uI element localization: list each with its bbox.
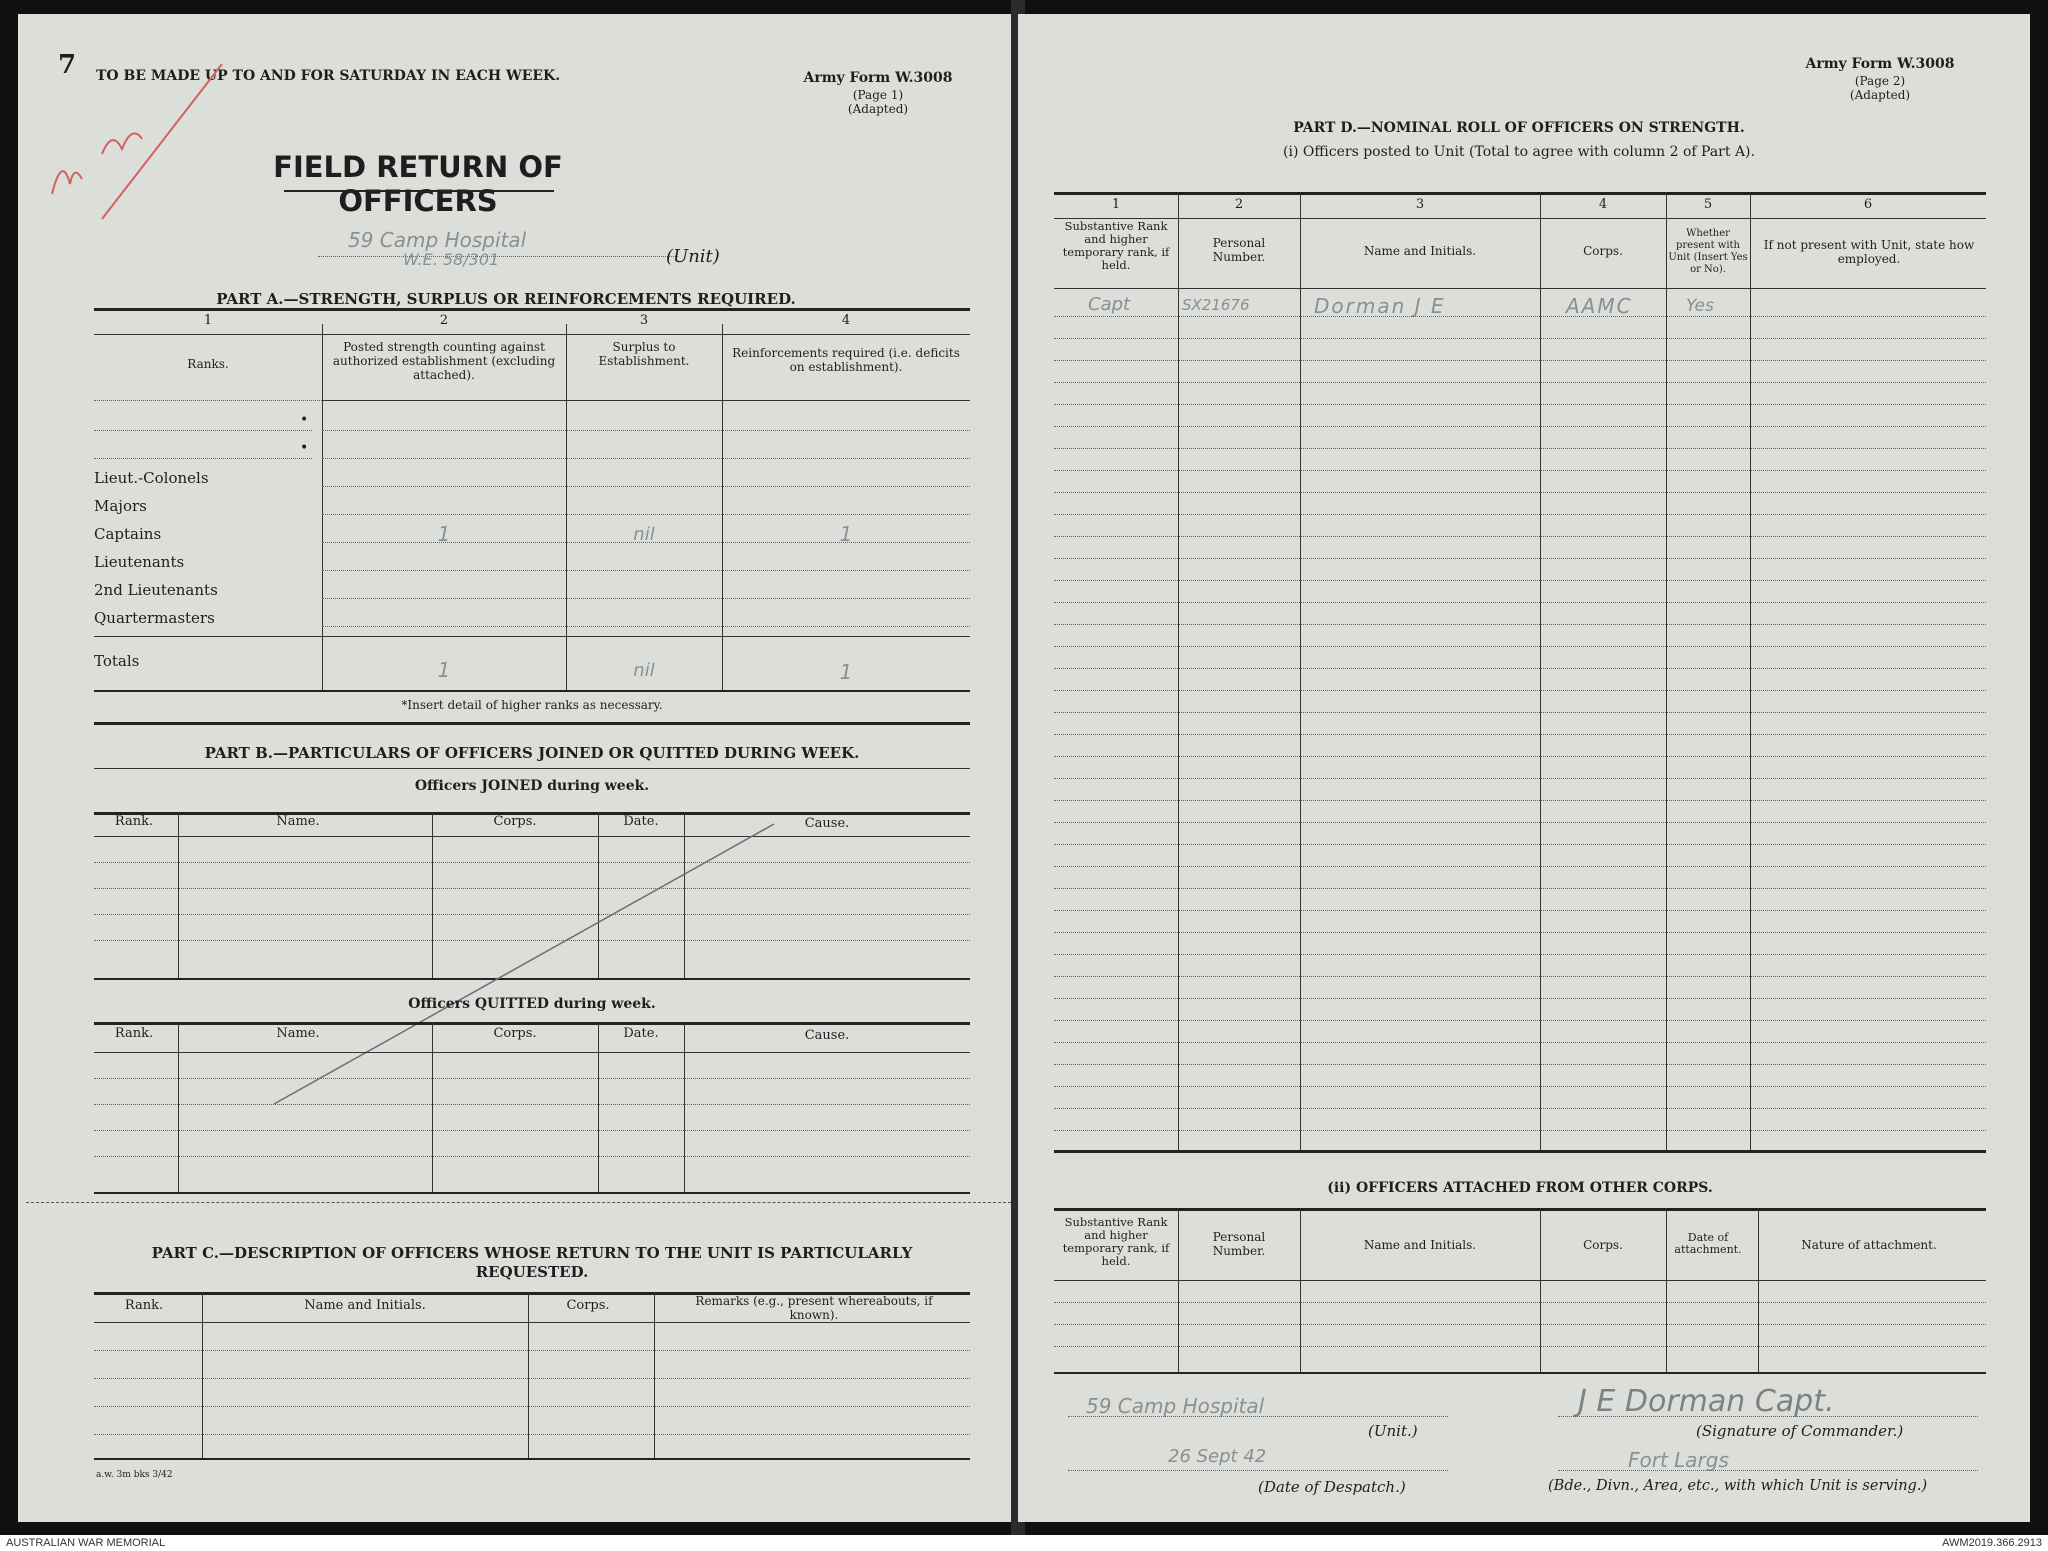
quitted-title: Officers QUITTED during week.: [408, 996, 656, 1012]
part-a-header-posted: Posted strength counting against authorized establishment (excluding attached).: [332, 340, 556, 382]
part-c-header-rule: [94, 1322, 970, 1323]
rank-quartermasters: Quartermasters: [94, 609, 215, 627]
footer-signature-line: [1558, 1416, 1978, 1417]
roll-ruled-line: [1054, 316, 1986, 317]
attached-header-personal-number: Personal Number.: [1212, 1230, 1266, 1258]
part-a-footer-rule: [94, 722, 970, 725]
part-a-col-4-number: 4: [841, 313, 851, 328]
corner-number: 7: [58, 50, 77, 80]
roll-ruled-line: [1054, 1064, 1986, 1065]
joined-header-cause: Cause.: [804, 816, 850, 831]
part-c-bottom-rule: [94, 1458, 970, 1460]
entry-personal-number: SX21676: [1182, 296, 1250, 314]
diagonal-strike-line: [94, 814, 970, 1114]
part-c-title: PART C.—DESCRIPTION OF OFFICERS WHOSE RETURN TO THE UNIT IS PARTICULARLY REQUESTED.: [151, 1244, 913, 1281]
asterisk-1: •: [300, 412, 309, 428]
part-d-col-6-number: 6: [1863, 197, 1873, 212]
part-d-col-5-number: 5: [1703, 197, 1713, 212]
part-d-header-name: Name and Initials.: [1363, 244, 1477, 258]
footer-area-line: [1558, 1470, 1978, 1471]
quitted-vline-3: [598, 1022, 599, 1194]
part-c-row-line-4: [94, 1434, 970, 1435]
entry-name: Dorman J E: [1314, 294, 1446, 318]
footer-unit-handwritten: 59 Camp Hospital: [1086, 1394, 1265, 1418]
footer-date-line: [1068, 1470, 1448, 1471]
quitted-vline-2: [432, 1022, 433, 1194]
part-c-header-name: Name and Initials.: [304, 1298, 426, 1313]
footer-area-label: (Bde., Divn., Area, etc., with which Unit is serving.): [1548, 1478, 1928, 1494]
form-id-page2: Army Form W.3008: [1805, 56, 1955, 72]
part-b-title: PART B.—PARTICULARS OF OFFICERS JOINED OR QUITTED DURING WEEK.: [204, 744, 860, 762]
roll-ruled-line: [1054, 602, 1986, 603]
part-d-col-3-number: 3: [1415, 197, 1425, 212]
attached-header-rank: Substantive Rank and higher temporary rank, if held.: [1062, 1215, 1170, 1268]
joined-header-date: Date.: [623, 814, 659, 829]
part-d-number-rule: [1054, 218, 1986, 219]
quitted-header-cause: Cause.: [804, 1028, 850, 1043]
attached-header-nature: Nature of attachment.: [1801, 1238, 1937, 1252]
joined-header-rank: Rank.: [114, 814, 154, 829]
part-a-header-dotted: [94, 400, 322, 401]
roll-ruled-line: [1054, 580, 1986, 581]
totals-surplus: nil: [633, 660, 655, 681]
roll-ruled-line: [1054, 338, 1986, 339]
quitted-top-rule: [94, 1022, 970, 1025]
asterisk-2: •: [300, 440, 309, 456]
attached-header-name: Name and Initials.: [1363, 1238, 1477, 1252]
right-page: [1018, 14, 2030, 1522]
roll-ruled-line: [1054, 976, 1986, 977]
part-a-row-line-2: [322, 458, 970, 459]
attached-row-line-3: [1054, 1346, 1986, 1347]
form-id: Army Form W.3008: [803, 70, 953, 86]
part-a-col-1-number: 1: [203, 313, 213, 328]
totals-reinforcements: 1: [839, 660, 853, 684]
joined-header-corps: Corps.: [493, 814, 537, 829]
part-d-col-1-number: 1: [1111, 197, 1121, 212]
form-page2: (Page 2): [1854, 74, 1906, 88]
roll-ruled-line: [1054, 822, 1986, 823]
attached-vline-2: [1300, 1208, 1301, 1374]
part-c-header-remarks: Remarks (e.g., present whereabouts, if known).: [695, 1294, 933, 1322]
part-d-header-rank: Substantive Rank and higher temporary rank, if held.: [1062, 219, 1170, 272]
part-a-totals-rule: [94, 636, 970, 637]
quitted-header-name: Name.: [276, 1026, 320, 1041]
part-d-top-rule: [1054, 192, 1986, 195]
part-a-top-rule: [94, 308, 970, 311]
roll-ruled-line: [1054, 668, 1986, 669]
part-a-number-rule: [94, 334, 970, 335]
roll-ruled-line: [1054, 624, 1986, 625]
unit-handwritten: 59 Camp Hospital: [348, 228, 527, 252]
roll-ruled-line: [1054, 382, 1986, 383]
part-a-col-2-number: 2: [439, 313, 449, 328]
footer-signature-label: (Signature of Commander.): [1696, 1422, 1904, 1440]
roll-ruled-line: [1054, 536, 1986, 537]
attached-top-rule: [1054, 1208, 1986, 1211]
roll-ruled-line: [1054, 734, 1986, 735]
entry-present: Yes: [1686, 296, 1714, 316]
quitted-header-date: Date.: [623, 1026, 659, 1041]
attached-header-rule: [1054, 1280, 1986, 1281]
joined-header-name: Name.: [276, 814, 320, 829]
quitted-row-line-4: [94, 1156, 970, 1157]
archive-name: AUSTRALIAN WAR MEMORIAL: [6, 1537, 166, 1549]
attached-bottom-rule: [1054, 1372, 1986, 1374]
part-d-title: PART D.—NOMINAL ROLL OF OFFICERS ON STRENGTH.: [1293, 120, 1745, 136]
roll-ruled-line: [1054, 360, 1986, 361]
form-adapted-page2: (Adapted): [1849, 88, 1911, 102]
attached-header-date: Date of attachment.: [1674, 1231, 1742, 1256]
unit-handwritten-2: W.E. 58/301: [403, 250, 500, 269]
roll-ruled-line: [1054, 910, 1986, 911]
part-d-header-employed: If not present with Unit, state how employed.: [1763, 238, 1975, 266]
left-page: [18, 14, 1018, 1522]
roll-ruled-line: [1054, 404, 1986, 405]
rank-blank-line-2: [94, 458, 312, 459]
roll-ruled-line: [1054, 712, 1986, 713]
part-a-row-line-8: [322, 626, 970, 627]
captains-posted: 1: [437, 522, 451, 546]
quitted-row-line-2: [94, 1104, 970, 1105]
part-a-footnote: *Insert detail of higher ranks as necessary.: [401, 698, 663, 712]
rank-lieutenants: Lieutenants: [94, 553, 185, 571]
footer-date-label: (Date of Despatch.): [1258, 1478, 1406, 1496]
rank-majors: Majors: [94, 497, 147, 515]
roll-ruled-line: [1054, 954, 1986, 955]
part-c-header-rank: Rank.: [124, 1298, 164, 1313]
part-a-bottom-rule: [94, 690, 970, 692]
entry-corps: AAMC: [1566, 294, 1633, 318]
roll-ruled-line: [1054, 426, 1986, 427]
red-margin-annotation: [42, 44, 262, 264]
part-c-row-line-2: [94, 1378, 970, 1379]
print-code: a.w. 3m bks 3/42: [96, 1470, 173, 1480]
part-d-vline-1: [1178, 192, 1179, 1152]
roll-ruled-line: [1054, 866, 1986, 867]
roll-ruled-line: [1054, 844, 1986, 845]
footer-unit-line: [1068, 1416, 1448, 1417]
rank-lieut-colonels: Lieut.-Colonels: [94, 469, 209, 487]
roll-ruled-line: [1054, 932, 1986, 933]
quitted-bottom-rule: [94, 1192, 970, 1194]
part-c-header-corps: Corps.: [566, 1298, 610, 1313]
roll-ruled-line: [1054, 1020, 1986, 1021]
instruction-text: TO BE MADE UP TO AND FOR SATURDAY IN EACH WEEK.: [96, 68, 561, 84]
title-underline: [284, 190, 554, 192]
roll-ruled-line: [1054, 492, 1986, 493]
attached-vline-5: [1758, 1208, 1759, 1374]
form-page: (Page 1): [852, 88, 904, 102]
quitted-row-line-1: [94, 1078, 970, 1079]
part-a-header-rule: [322, 400, 970, 401]
part-a-row-line-3: [322, 486, 970, 487]
quitted-header-corps: Corps.: [493, 1026, 537, 1041]
roll-ruled-line: [1054, 888, 1986, 889]
footer-unit-label: (Unit.): [1368, 1422, 1418, 1440]
part-d-bottom-rule: [1054, 1150, 1986, 1153]
attached-vline-1: [1178, 1208, 1179, 1374]
unit-dotted-line: [318, 256, 678, 257]
rank-blank-line-1: [94, 430, 312, 431]
attached-vline-3: [1540, 1208, 1541, 1374]
attached-row-line-1: [1054, 1302, 1986, 1303]
footer-area-handwritten: Fort Largs: [1628, 1448, 1729, 1472]
captains-reinforcements: 1: [839, 522, 853, 546]
footer-date-handwritten: 26 Sept 42: [1168, 1446, 1267, 1467]
roll-ruled-line: [1054, 1086, 1986, 1087]
quitted-header-rule: [94, 1052, 970, 1053]
part-a-header-ranks: Ranks.: [187, 357, 229, 371]
roll-ruled-line: [1054, 1130, 1986, 1131]
unit-label: (Unit): [666, 246, 720, 267]
part-d-vline-3: [1540, 192, 1541, 1152]
part-d-header-corps: Corps.: [1583, 244, 1623, 258]
part-a-row-line-1: [322, 430, 970, 431]
part-a-row-line-7: [322, 598, 970, 599]
part-d-col-2-number: 2: [1234, 197, 1244, 212]
roll-ruled-line: [1054, 470, 1986, 471]
roll-ruled-line: [1054, 1042, 1986, 1043]
roll-ruled-line: [1054, 800, 1986, 801]
archive-footer: [0, 1535, 2048, 1551]
part-c-row-line-1: [94, 1350, 970, 1351]
attached-header-corps: Corps.: [1583, 1238, 1623, 1252]
part-d-header-rule: [1054, 288, 1986, 289]
totals-label: Totals: [94, 652, 140, 670]
part-d-vline-5: [1750, 192, 1751, 1152]
part-a-header-surplus: Surplus to Establishment.: [598, 340, 690, 368]
entry-rank: Capt: [1088, 294, 1131, 315]
attached-vline-4: [1666, 1208, 1667, 1374]
rank-captains: Captains: [94, 525, 162, 543]
rank-2nd-lieutenants: 2nd Lieutenants: [94, 581, 218, 599]
part-c-row-line-3: [94, 1406, 970, 1407]
roll-ruled-line: [1054, 558, 1986, 559]
part-b-title-rule: [94, 768, 970, 769]
quitted-row-line-3: [94, 1130, 970, 1131]
roll-ruled-line: [1054, 756, 1986, 757]
archive-reference: AWM2019.366.2913: [1942, 1537, 2042, 1549]
part-d-col-4-number: 4: [1598, 197, 1608, 212]
roll-ruled-line: [1054, 778, 1986, 779]
part-a-row-line-6: [322, 570, 970, 571]
roll-ruled-line: [1054, 514, 1986, 515]
roll-ruled-line: [1054, 690, 1986, 691]
roll-ruled-line: [1054, 646, 1986, 647]
quitted-vline-4: [684, 1022, 685, 1194]
part-a-title: PART A.—STRENGTH, SURPLUS OR REINFORCEMENTS REQUIRED.: [216, 290, 796, 308]
joined-title: Officers JOINED during week.: [414, 778, 650, 794]
footer-signature: J E Dorman Capt.: [1578, 1384, 1835, 1419]
perforation-line: [26, 1202, 1016, 1203]
part-d-header-personal-number: Personal Number.: [1212, 236, 1266, 264]
page-title: FIELD RETURN OF OFFICERS: [273, 150, 563, 218]
roll-ruled-line: [1054, 998, 1986, 999]
part-d-vline-4: [1666, 192, 1667, 1152]
quitted-header-rank: Rank.: [114, 1026, 154, 1041]
quitted-vline-1: [178, 1022, 179, 1194]
part-d-vline-2: [1300, 192, 1301, 1152]
form-adapted: (Adapted): [847, 102, 909, 116]
totals-posted: 1: [437, 658, 451, 682]
section-i-title: (i) Officers posted to Unit (Total to agree with column 2 of Part A).: [1283, 144, 1755, 160]
roll-ruled-line: [1054, 1108, 1986, 1109]
roll-ruled-line: [1054, 448, 1986, 449]
section-ii-title: (ii) OFFICERS ATTACHED FROM OTHER CORPS.: [1327, 1180, 1713, 1196]
attached-row-line-2: [1054, 1324, 1986, 1325]
part-a-header-reinforcements: Reinforcements required (i.e. deficits on establishment).: [732, 346, 960, 374]
part-d-header-present: Whether present with Unit (Insert Yes or No).: [1668, 228, 1748, 275]
part-a-col-3-number: 3: [639, 313, 649, 328]
captains-surplus: nil: [633, 524, 655, 545]
part-a-row-line-4: [322, 514, 970, 515]
